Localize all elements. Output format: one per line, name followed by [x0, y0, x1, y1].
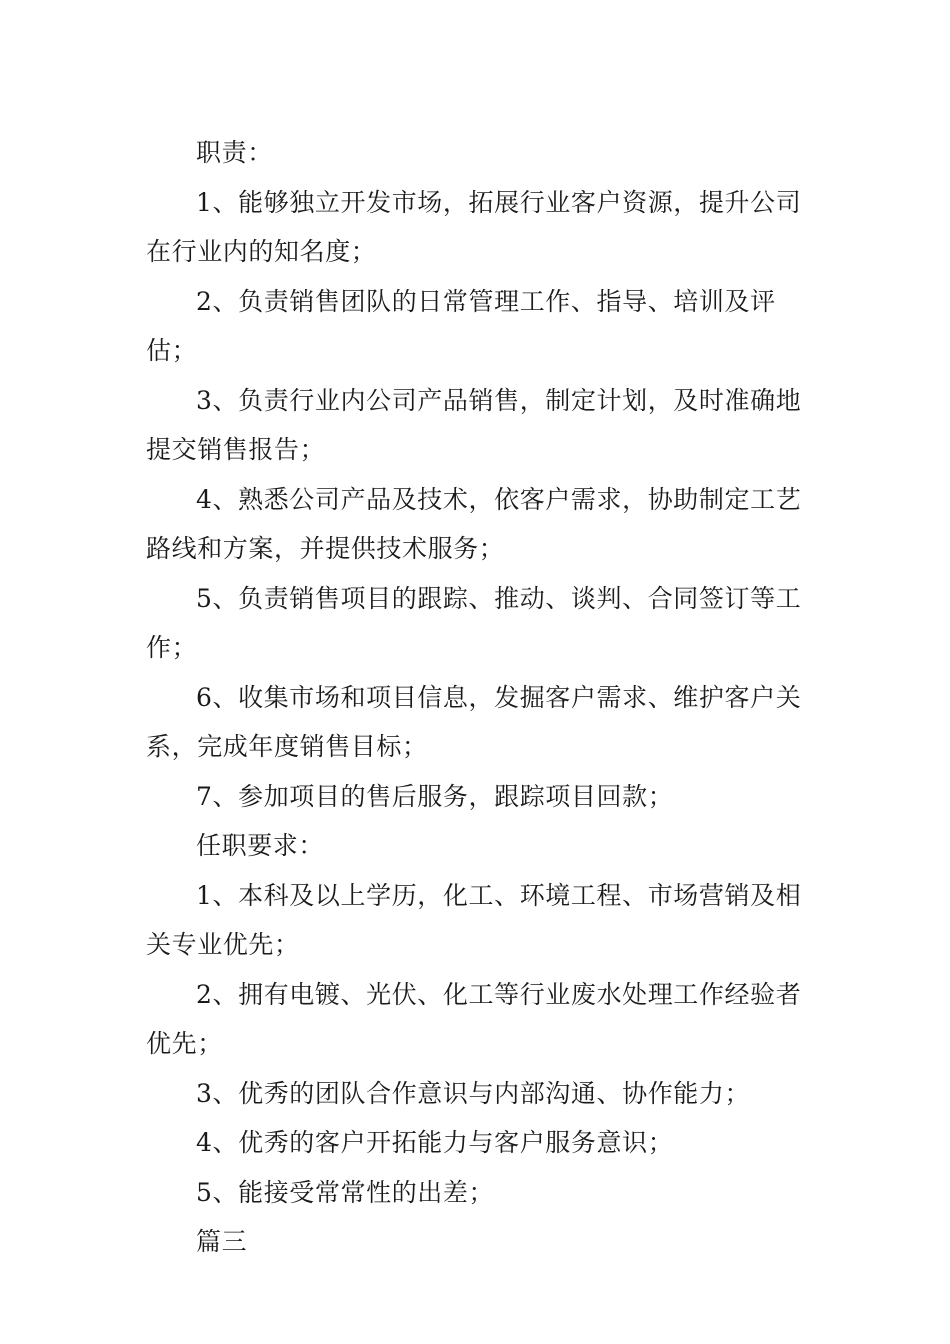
requirement-item-4: 4、优秀的客户开拓能力与客户服务意识；: [196, 1128, 674, 1157]
duty-item-7: 7、参加项目的售后服务，跟踪项目回款；: [196, 781, 674, 811]
section-heading-part-three: 篇三: [196, 1227, 248, 1256]
requirement-item-5: 5、能接受常常性的出差；: [196, 1177, 495, 1207]
requirement-item-1: 1、本科及以上学历，化工、环境工程、市场营销及相关专业优先；: [146, 880, 802, 959]
document-body: [146, 128, 806, 1267]
requirement-item-2: 2、拥有电镀、光伏、化工等行业废水处理工作经验者优先；: [146, 979, 802, 1058]
duty-item-1: 1、能够独立开发市场，拓展行业客户资源，提升公司在行业内的知名度；: [146, 187, 802, 266]
duty-item-4: 4、熟悉公司产品及技术，依客户需求，协助制定工艺路线和方案，并提供技术服务；: [146, 484, 802, 563]
duty-item-6: 6、收集市场和项目信息，发掘客户需求、维护客户关系，完成年度销售目标；: [146, 682, 802, 761]
section-heading-duties: 职责：: [196, 138, 273, 167]
requirement-item-3: 3、优秀的团队合作意识与内部沟通、协作能力；: [196, 1078, 751, 1108]
duty-item-5: 5、负责销售项目的跟踪、推动、谈判、合同签订等工作；: [146, 583, 802, 662]
duty-item-2: 2、负责销售团队的日常管理工作、指导、培训及评估；: [146, 286, 776, 365]
section-heading-requirements: 任职要求：: [196, 831, 325, 860]
duty-item-3: 3、负责行业内公司产品销售，制定计划，及时准确地提交销售报告；: [146, 385, 802, 464]
